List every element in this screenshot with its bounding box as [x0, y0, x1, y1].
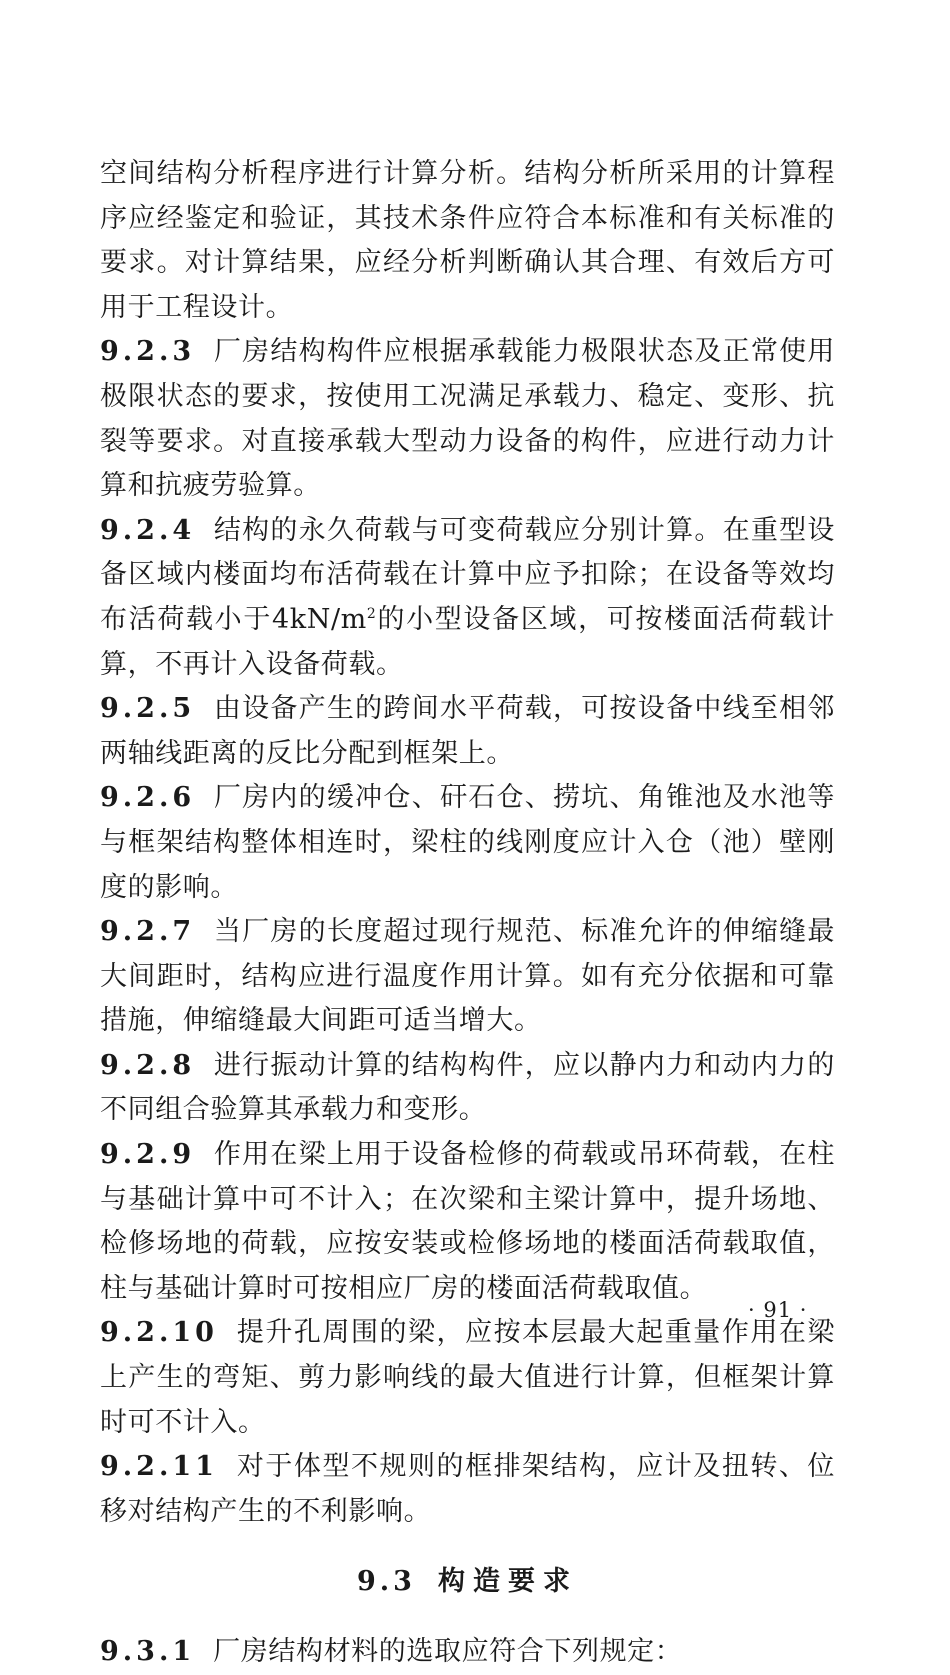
document-page: [100, 152, 835, 1675]
clause-number: 9.3.1: [100, 1636, 196, 1668]
clause-number: 9.2.4: [100, 514, 196, 546]
section-title: 构造要求: [437, 1566, 578, 1598]
clause-9-2-5: [100, 687, 835, 776]
clause-text: 厂房结构材料的选取应符合下列规定：: [213, 1636, 683, 1668]
clause-text: 对于体型不规则的框排架结构，应计及扭转、位移对结构产生的不利影响。: [100, 1451, 835, 1527]
clause-9-3-1: [100, 1630, 835, 1675]
section-heading: [100, 1560, 835, 1604]
unit-text: 4kN/m: [271, 603, 367, 635]
clause-text-after: 的小型设备区域，可按楼面活荷载计算，不再计入设备荷载。: [100, 603, 835, 680]
section-number: 9.3: [357, 1566, 416, 1598]
clause-number: 9.2.3: [100, 336, 196, 368]
clause-number: 9.2.6: [100, 782, 196, 814]
clause-text: 提升孔周围的梁，应按本层最大起重量作用在梁上产生的弯矩、剪力影响线的最大值进行计算，但框架计算时可不计入。: [100, 1317, 835, 1438]
paragraph-continuation: [100, 152, 835, 330]
clause-9-2-3: [100, 330, 835, 508]
clause-text: 进行振动计算的结构构件，应以静内力和动内力的不同组合验算其承载力和变形。: [100, 1049, 835, 1126]
clause-text: 结构的永久荷载与可变荷载应分别计算。在重型设备区域内楼面均布活荷载在计算中应予扣除；在设备等效均布活荷载小于: [100, 514, 835, 635]
clause-text: 厂房结构构件应根据承载能力极限状态及正常使用极限状态的要求，按使用工况满足承载力、稳定、变形、抗裂等要求。对直接承载大型动力设备的构件，应进行动力计算和抗疲劳验算。: [100, 336, 835, 502]
clause-9-2-10: [100, 1311, 835, 1445]
clause-text: 厂房内的缓冲仓、矸石仓、捞坑、角锥池及水池等与框架结构整体相连时，梁柱的线刚度应计入仓（池）壁刚度的影响。: [100, 782, 835, 903]
clause-number: 9.2.11: [100, 1451, 218, 1483]
clause-text: 当厂房的长度超过现行规范、标准允许的伸缩缝最大间距时，结构应进行温度作用计算。如有充分依据和可靠措施，伸缩缝最大间距可适当增大。: [100, 916, 835, 1037]
clause-text: 由设备产生的跨间水平荷载，可按设备中线至相邻两轴线距离的反比分配到框架上。: [100, 693, 835, 769]
clause-9-2-8: [100, 1044, 835, 1133]
clause-9-2-9: [100, 1133, 835, 1311]
paragraph-text: 空间结构分析程序进行计算分析。结构分析所采用的计算程序应经鉴定和验证，其技术条件应符合本标准和有关标准的要求。对计算结果，应经分析判断确认其合理、有效后方可用于工程设计。: [100, 158, 835, 323]
unit-superscript: 2: [366, 605, 377, 622]
clause-number: 9.2.7: [100, 916, 196, 948]
clause-9-2-7: [100, 910, 835, 1044]
clause-text: 作用在梁上用于设备检修的荷载或吊环荷载，在柱与基础计算中可不计入；在次梁和主梁计算中，提升场地、检修场地的荷载，应按安装或检修场地的楼面活荷载取值，柱与基础计算时可按相应厂房的楼面活荷载取值。: [100, 1139, 835, 1304]
page-number: · 91 ·: [748, 1298, 808, 1322]
clause-9-2-6: [100, 776, 835, 910]
clause-number: 9.2.9: [100, 1139, 196, 1171]
clause-number: 9.2.10: [100, 1317, 218, 1349]
clause-number: 9.2.5: [100, 693, 196, 725]
clause-9-2-4: [100, 509, 835, 687]
clause-number: 9.2.8: [100, 1049, 196, 1081]
clause-9-2-11: [100, 1445, 835, 1534]
